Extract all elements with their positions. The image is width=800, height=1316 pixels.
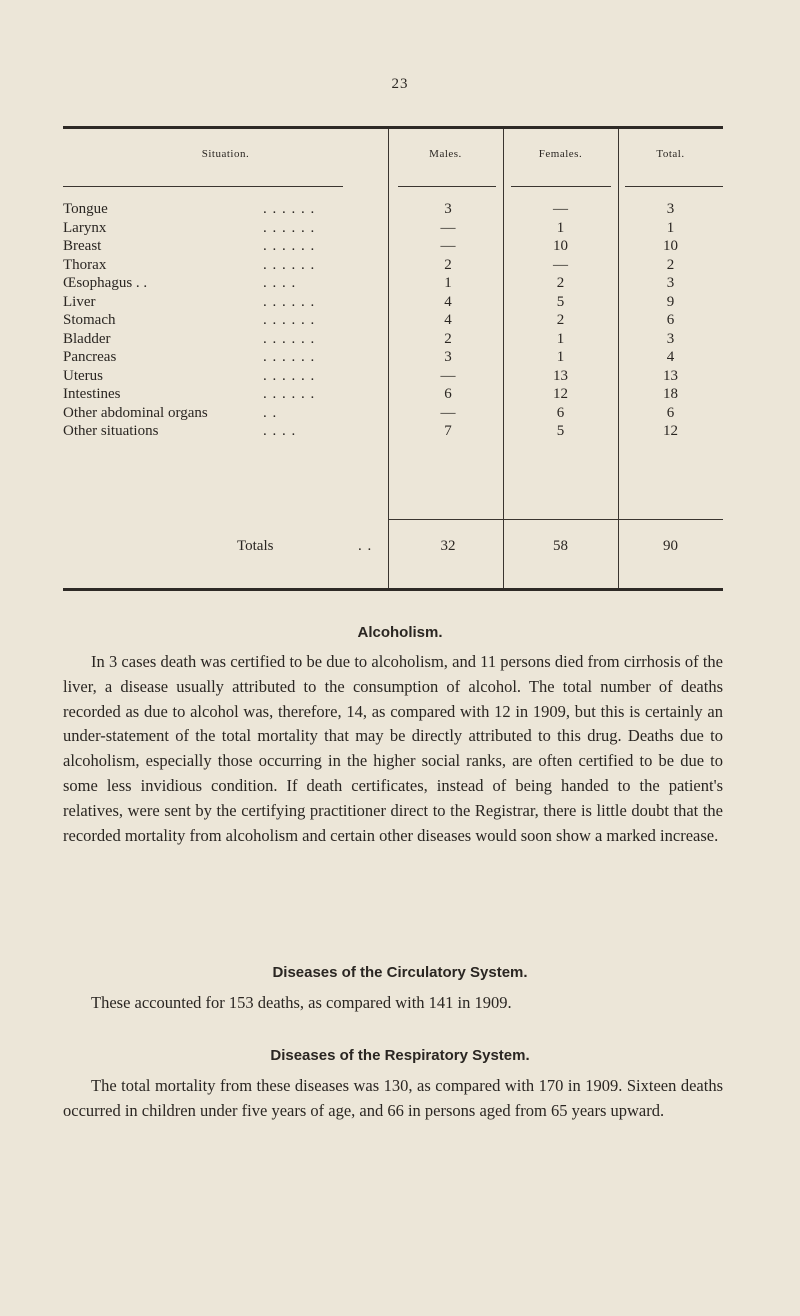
section-title-respiratory: Diseases of the Respiratory System. [270, 1047, 530, 1064]
row-total: 3 [666, 330, 675, 347]
row-females: 1 [556, 330, 565, 347]
row-leader-dots: . . . . . . [263, 386, 316, 402]
row-situation: Thorax [63, 256, 107, 273]
row-leader-dots: . . . . . . [263, 312, 316, 328]
table-body [63, 200, 723, 441]
row-males: — [440, 219, 456, 236]
row-females: — [553, 256, 568, 273]
row-females: 6 [556, 404, 565, 421]
totals-label: Totals [237, 538, 274, 554]
table-row [63, 367, 723, 386]
paragraph-circulatory: These accounted for 153 deaths, as compared with 141 in 1909. [91, 993, 512, 1012]
row-females: 5 [556, 293, 565, 310]
row-total: 3 [666, 275, 675, 291]
row-males: — [440, 404, 456, 421]
row-situation: Œsophagus . . [63, 275, 148, 291]
section-title-circulatory: Diseases of the Circulatory System. [272, 964, 528, 981]
totals-row [63, 538, 723, 558]
row-leader-dots: . . . . . . [263, 293, 316, 310]
row-males: 2 [444, 330, 452, 347]
table-bottom-rule [63, 588, 723, 591]
row-females: 1 [556, 349, 565, 365]
row-leader-dots: . . [263, 404, 278, 421]
row-females: 5 [556, 423, 565, 439]
row-leader-dots: . . . . . . [263, 256, 316, 273]
table-row [63, 200, 723, 219]
row-total: 13 [663, 367, 678, 384]
row-total: 2 [666, 256, 675, 273]
row-leader-dots: . . . . . . [263, 367, 316, 384]
header-underline [63, 186, 343, 187]
row-leader-dots: . . . . [263, 423, 297, 439]
table-row [63, 348, 723, 367]
row-leader-dots: . . . . [263, 275, 297, 291]
row-total: 4 [666, 349, 675, 365]
table-row [63, 274, 723, 293]
row-leader-dots: . . . . . . [263, 349, 316, 365]
table-row [63, 293, 723, 312]
row-males: 3 [444, 201, 452, 217]
row-total: 10 [663, 238, 678, 254]
row-situation: Tongue [63, 201, 108, 217]
header-underline [511, 186, 611, 187]
table-row [63, 219, 723, 238]
row-females: 12 [553, 386, 568, 402]
row-total: 6 [666, 404, 675, 421]
row-situation: Bladder [63, 330, 111, 347]
row-leader-dots: . . . . . . [263, 238, 316, 254]
table-row [63, 385, 723, 404]
row-males: 2 [444, 256, 452, 273]
table-row [63, 256, 723, 275]
row-males: — [440, 367, 456, 384]
row-total: 3 [666, 201, 675, 217]
header-situation: Situation. [201, 148, 250, 160]
totals-leader-dots: . . [358, 538, 373, 554]
header-males: Males. [429, 148, 462, 160]
row-males: 7 [444, 423, 452, 439]
table-row [63, 237, 723, 256]
table-row [63, 422, 723, 441]
row-males: 3 [444, 349, 452, 365]
page-number: 23 [391, 76, 409, 92]
row-total: 9 [666, 293, 675, 310]
header-females: Females. [538, 148, 583, 160]
header-total: Total. [656, 148, 685, 160]
paragraph-alcoholism: In 3 cases death was certified to be due to alcoholism, and 11 persons died from cirrhosis of the liver, a disease usually attributed to the consumption of alcohol. The total number of deaths recorded as due to alcohol was, therefore, 14, as compared with 12 in 1909, but this is certainly an under-statement of the total mortality that may be directly attributed to this drug. Deaths due to alcoholism, especially those occurring in the higher social ranks, are often certified to be due to some less invidious condition. If death certificates, instead of being handed to the patient's relatives, were sent by the certifying practitioner direct to the Registrar, there is little doubt that the recorded mortality from alcoholism and certain other diseases would soon show a marked increase. [63, 652, 723, 845]
section-title-alcoholism: Alcoholism. [357, 624, 443, 641]
totals-total: 90 [663, 538, 678, 554]
table-row [63, 311, 723, 330]
row-situation: Intestines [63, 386, 121, 402]
header-underline [625, 186, 723, 187]
header-underline [398, 186, 496, 187]
row-situation: Other abdominal organs [63, 404, 208, 421]
row-females: 10 [553, 238, 568, 254]
row-total: 18 [663, 386, 678, 402]
table-top-rule [63, 126, 723, 129]
row-males: 1 [444, 275, 452, 291]
row-leader-dots: . . . . . . [263, 219, 316, 236]
row-situation: Larynx [63, 219, 107, 236]
totals-rule [388, 519, 723, 520]
row-females: 13 [553, 367, 568, 384]
cancer-situation-table [63, 126, 723, 592]
row-males: 6 [444, 386, 452, 402]
row-females: 2 [556, 312, 565, 328]
row-situation: Liver [63, 293, 96, 310]
row-situation: Stomach [63, 312, 116, 328]
row-total: 12 [663, 423, 678, 439]
row-females: 1 [556, 219, 565, 236]
table-row [63, 330, 723, 349]
row-females: — [553, 201, 568, 217]
paragraph-respiratory: The total mortality from these diseases was 130, as compared with 170 in 1909. Sixteen deaths occurred in children under five years of age, and 66 in persons aged from 65 years upward. [63, 1076, 723, 1120]
row-situation: Uterus [63, 367, 103, 384]
row-males: — [440, 238, 456, 254]
row-total: 6 [666, 312, 675, 328]
row-leader-dots: . . . . . . [263, 330, 316, 347]
row-males: 4 [444, 312, 452, 328]
row-total: 1 [666, 219, 675, 236]
row-females: 2 [556, 275, 565, 291]
row-leader-dots: . . . . . . [263, 201, 316, 217]
totals-males: 32 [440, 538, 456, 554]
row-situation: Other situations [63, 423, 159, 439]
table-row [63, 404, 723, 423]
row-situation: Breast [63, 238, 102, 254]
row-males: 4 [444, 293, 452, 310]
totals-females: 58 [553, 538, 568, 554]
row-situation: Pancreas [63, 349, 117, 365]
